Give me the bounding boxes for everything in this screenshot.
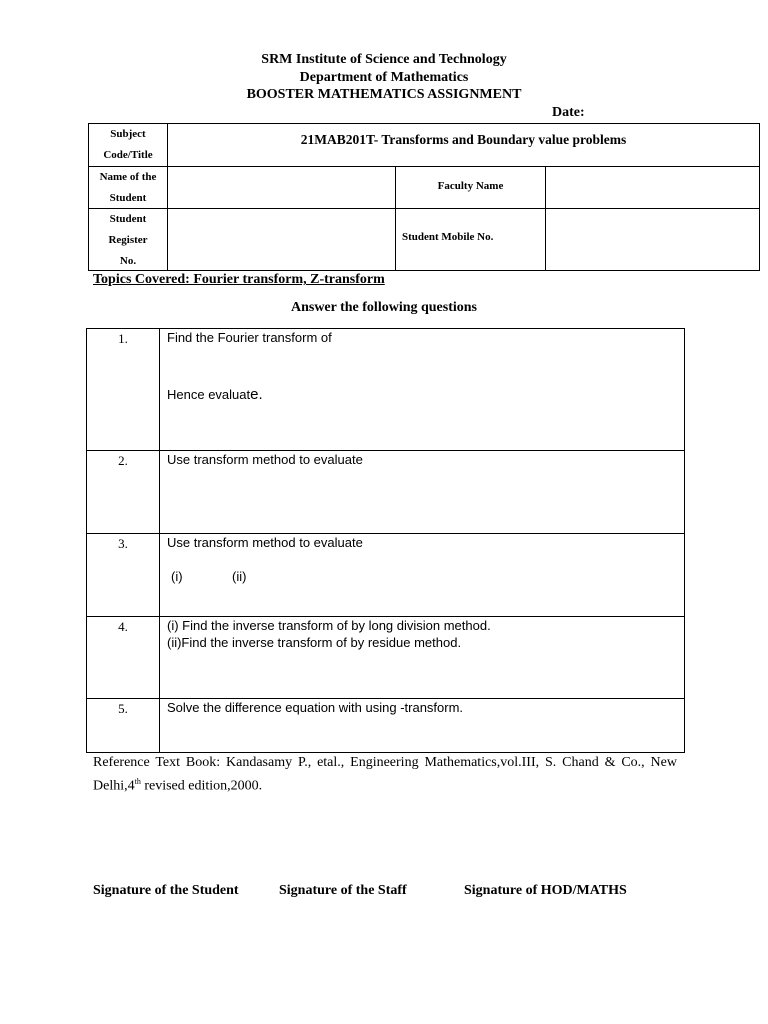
- reference-superscript: th: [134, 777, 141, 786]
- question-number: 2.: [87, 451, 160, 533]
- student-info-table: [88, 123, 760, 271]
- question-number: 3.: [87, 534, 160, 616]
- question-row-5: [86, 698, 685, 753]
- question-text: Use transform method to evaluate: [167, 535, 363, 550]
- name-label-line1: Name of the: [99, 171, 157, 183]
- question-text: (i) Find the inverse transform of by long division method.: [167, 618, 491, 633]
- student-signature-label: Signature of the Student: [93, 883, 239, 898]
- question-text: Use transform method to evaluate: [167, 452, 363, 467]
- reference-text-tail: revised edition,2000.: [140, 778, 263, 794]
- register-number-field[interactable]: [167, 208, 396, 271]
- assignment-title: BOOSTER MATHEMATICS ASSIGNMENT: [246, 87, 522, 102]
- subject-label-line1: Subject: [110, 128, 146, 140]
- subject-label-cell: [88, 123, 168, 167]
- question-subtext-a: Hence evaluat: [167, 387, 251, 402]
- subject-value-cell: [167, 123, 760, 167]
- faculty-name-field[interactable]: [545, 166, 760, 209]
- reference-text-main: Reference Text Book: Kandasamy P., etal., Engineering Mathematics,vol.III, S. Chand & Co., New Delhi,4: [93, 755, 677, 794]
- question-number: 1.: [87, 329, 160, 450]
- register-label-line3: No.: [119, 255, 137, 267]
- hod-signature-label: Signature of HOD/MATHS: [464, 883, 627, 898]
- institute-name: SRM Institute of Science and Technology: [261, 52, 507, 67]
- reference-text: [93, 753, 677, 796]
- faculty-label-cell: [395, 166, 546, 209]
- register-label-line2: Register: [108, 234, 148, 246]
- topics-covered: Topics Covered: Fourier transform, Z-transform: [93, 272, 385, 287]
- question-row-1: [86, 328, 685, 451]
- staff-signature-label: Signature of the Staff: [279, 883, 407, 898]
- question-text: Solve the difference equation with using -transform.: [167, 700, 464, 715]
- subject-value: 21MAB201T- Transforms and Boundary value problems: [300, 132, 627, 147]
- question-part-ii: (ii): [232, 569, 247, 584]
- mobile-label: Student Mobile No.: [402, 231, 494, 243]
- questions-table: [86, 328, 685, 753]
- name-label-cell: [88, 166, 168, 209]
- register-label-line1: Student: [109, 213, 147, 225]
- faculty-label: Faculty Name: [437, 180, 504, 192]
- question-number: 4.: [87, 617, 160, 698]
- question-subtext-b: e.: [250, 386, 263, 403]
- question-subtext: [167, 386, 263, 403]
- register-label-cell: [88, 208, 168, 271]
- question-subtext: (ii)Find the inverse transform of by residue method.: [167, 635, 462, 650]
- mobile-label-cell: [395, 208, 546, 271]
- subject-label-line2: Code/Title: [103, 149, 153, 161]
- department-name: Department of Mathematics: [299, 70, 469, 85]
- question-text: Find the Fourier transform of: [167, 330, 332, 345]
- date-label: Date:: [552, 105, 585, 120]
- mobile-number-field[interactable]: [545, 208, 760, 271]
- instruction-heading: Answer the following questions: [290, 300, 478, 315]
- question-row-2: [86, 450, 685, 534]
- student-name-field[interactable]: [167, 166, 396, 209]
- question-row-4: [86, 616, 685, 699]
- question-row-3: [86, 533, 685, 617]
- question-part-i: (i): [171, 569, 183, 584]
- name-label-line2: Student: [109, 192, 147, 204]
- question-number: 5.: [87, 699, 160, 752]
